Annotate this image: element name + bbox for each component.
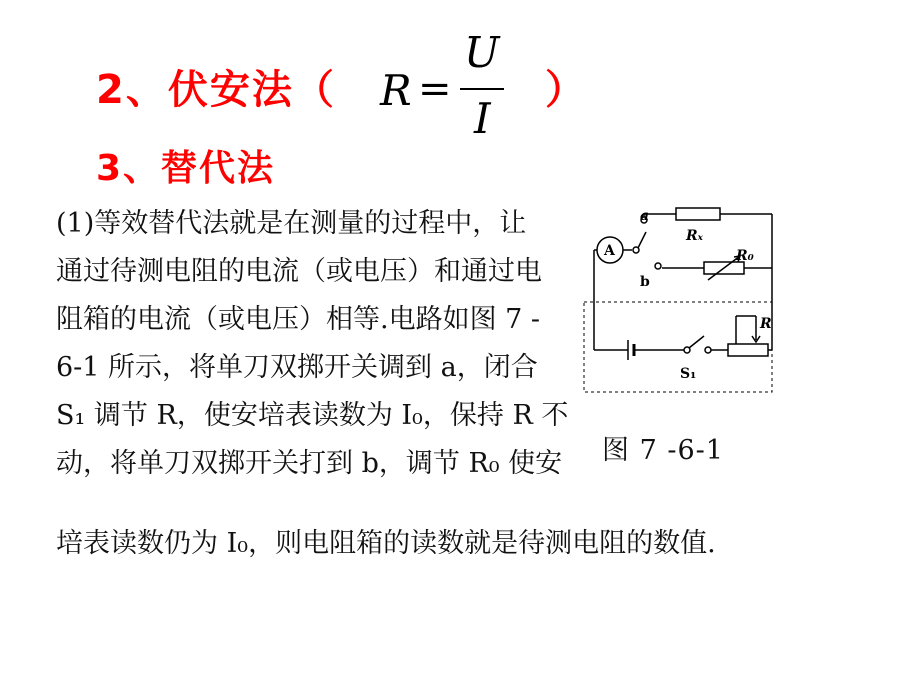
- paragraph-line: 阻箱的电流（或电压）相等.电路如图 7 -: [56, 304, 541, 335]
- paragraph-line: S₁ 调节 R，使安培表读数为 I₀，保持 R 不: [56, 400, 569, 431]
- label-r: R: [760, 316, 772, 332]
- fraction-bar: [460, 88, 504, 90]
- resistor-rx: [676, 208, 720, 220]
- ammeter-label: A: [604, 243, 615, 259]
- figure-caption: 图 7 -6-1: [602, 435, 724, 466]
- method-2-heading: 2、伏安法（: [96, 67, 336, 113]
- ohm-law-formula: [380, 28, 520, 146]
- method-3-heading: 3、替代法: [96, 148, 276, 189]
- formula-lhs: R: [380, 66, 412, 115]
- formula-numerator: U: [464, 28, 500, 77]
- formula-denominator: I: [474, 94, 491, 143]
- formula-equals: =: [418, 66, 452, 112]
- paragraph-line: 6-1 所示，将单刀双掷开关调到 a，闭合: [56, 352, 538, 383]
- label-s1: S₁: [680, 366, 697, 382]
- label-b: b: [640, 274, 650, 290]
- substitution-method-paragraph: [56, 200, 576, 488]
- paragraph-last-line: 培表读数仍为 I₀，则电阻箱的读数就是待测电阻的数值.: [56, 528, 716, 559]
- label-rx: Rₓ: [686, 228, 703, 244]
- paragraph-line: (1)等效替代法就是在测量的过程中，让: [56, 208, 527, 239]
- circuit-diagram: [580, 200, 790, 400]
- label-a: a: [640, 208, 650, 224]
- paragraph-line: 通过待测电阻的电流（或电压）和通过电: [56, 256, 542, 287]
- rheostat-r: [728, 344, 768, 356]
- paragraph-line: 动，将单刀双掷开关打到 b，调节 R₀ 使安: [56, 448, 563, 479]
- label-r0: R₀: [736, 248, 754, 264]
- method-2-close-paren: ）: [545, 67, 585, 113]
